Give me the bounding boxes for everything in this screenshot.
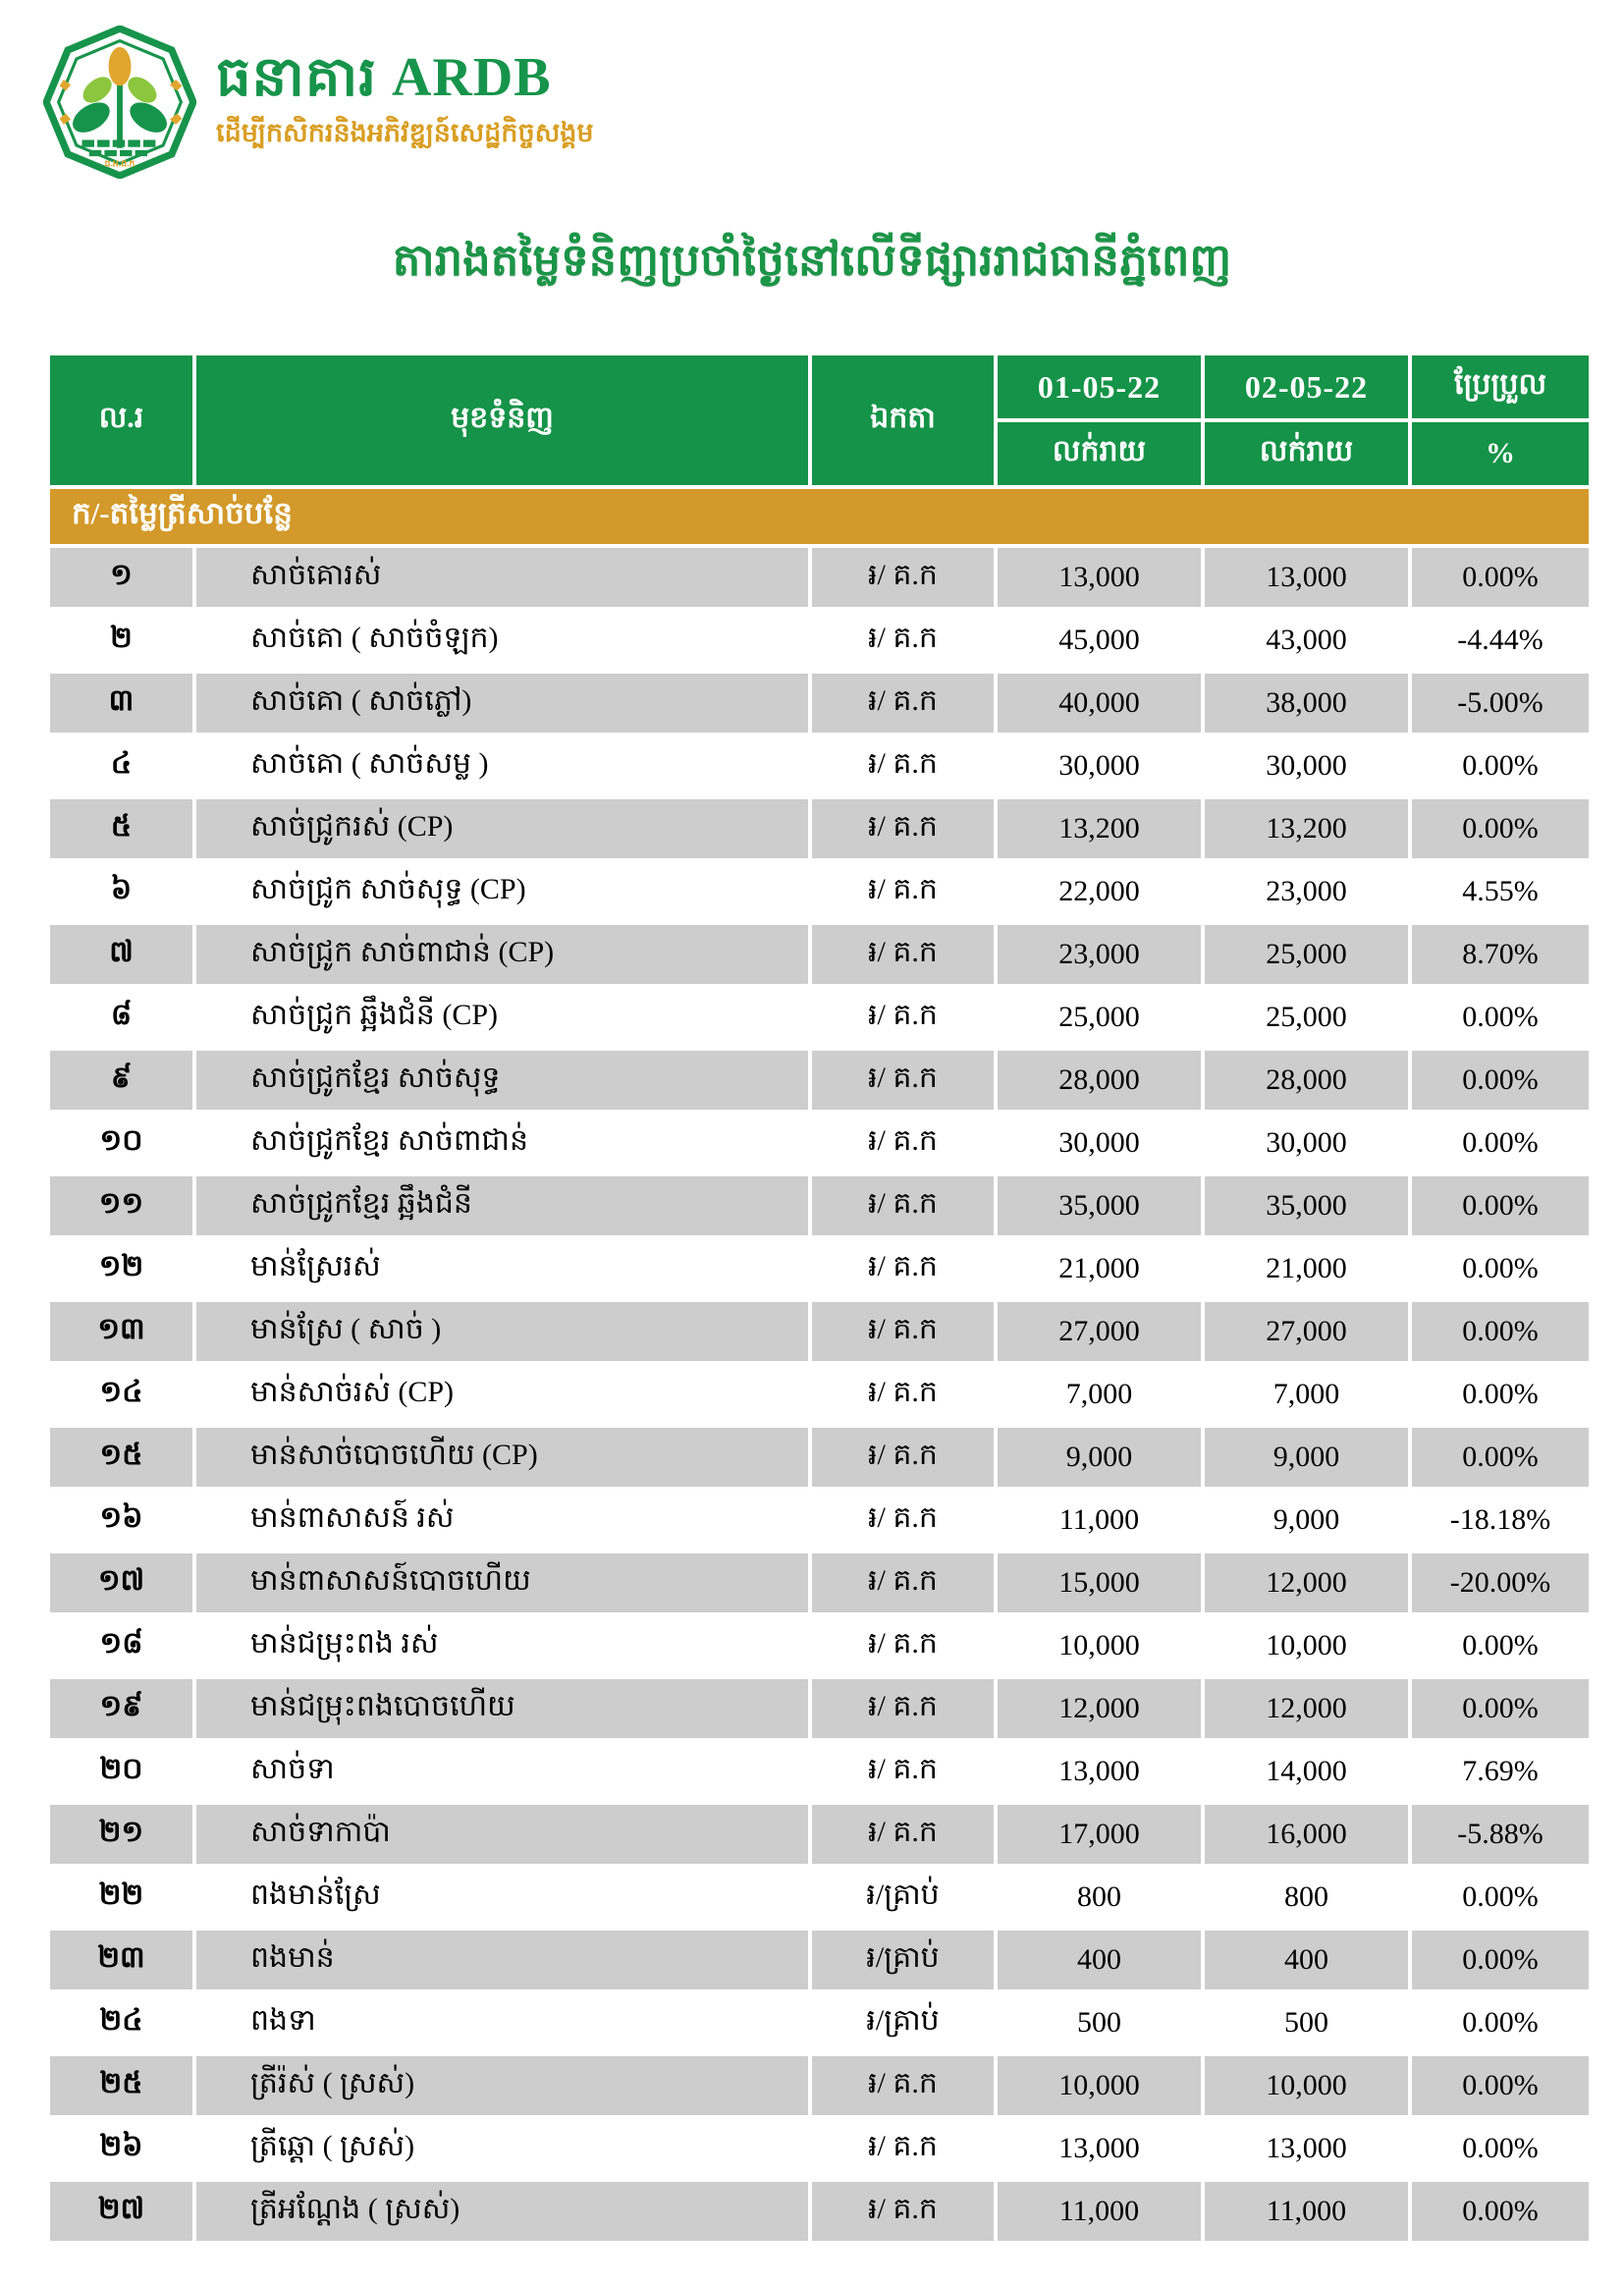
table-row	[50, 2182, 1589, 2241]
cell-change: 0.00%	[1412, 1114, 1589, 1172]
table-row	[50, 799, 1589, 858]
cell-change: 0.00%	[1412, 1868, 1589, 1927]
cell-no: ២៥	[50, 2056, 192, 2115]
table-row	[50, 988, 1589, 1047]
cell-no: ១៤	[50, 1365, 192, 1424]
cell-price2: 10,000	[1205, 1616, 1408, 1675]
cell-unit: ៛/គ្រាប់	[812, 1993, 994, 2052]
cell-item: ត្រីអណ្ដែង ( ស្រស់)	[196, 2182, 808, 2241]
cell-price2: 12,000	[1205, 1553, 1408, 1612]
table-row	[50, 611, 1589, 670]
cell-no: ៣	[50, 674, 192, 733]
cell-no: ៨	[50, 988, 192, 1047]
cell-item: មាន់ស្រែរស់	[196, 1239, 808, 1298]
col-header-no: ល.រ	[50, 355, 192, 485]
cell-change: -4.44%	[1412, 611, 1589, 670]
cell-no: ៧	[50, 925, 192, 984]
cell-price2: 11,000	[1205, 2182, 1408, 2241]
table-header	[50, 355, 1589, 544]
cell-price1: 28,000	[998, 1051, 1201, 1110]
bank-tagline: ដើម្បីកសិករនិងអភិវឌ្ឍន៍សេដ្ឋកិច្ចសង្គម	[216, 117, 594, 147]
cell-change: 0.00%	[1412, 2182, 1589, 2241]
cell-price2: 28,000	[1205, 1051, 1408, 1110]
cell-price2: 38,000	[1205, 674, 1408, 733]
cell-no: ១៣	[50, 1302, 192, 1361]
cell-item: មាន់ជម្រុះពងបោចហើយ	[196, 1679, 808, 1738]
cell-item: មាន់ជម្រុះពង រស់	[196, 1616, 808, 1675]
cell-item: មាន់សាច់រស់ (CP)	[196, 1365, 808, 1424]
cell-no: ១១	[50, 1176, 192, 1235]
cell-no: ៤	[50, 736, 192, 795]
cell-item: មាន់សាច់បោចហើយ (CP)	[196, 1428, 808, 1487]
cell-no: ១២	[50, 1239, 192, 1298]
cell-change: 0.00%	[1412, 1239, 1589, 1298]
cell-price2: 30,000	[1205, 1114, 1408, 1172]
table-row	[50, 862, 1589, 921]
cell-price1: 13,200	[998, 799, 1201, 858]
col-subheader-retail1: លក់រាយ	[998, 422, 1201, 485]
cell-price2: 9,000	[1205, 1428, 1408, 1487]
cell-change: 0.00%	[1412, 548, 1589, 607]
cell-no: ២	[50, 611, 192, 670]
cell-unit: ៛/ គ.ក	[812, 1428, 994, 1487]
cell-unit: ៛/គ្រាប់	[812, 1931, 994, 1989]
cell-price1: 27,000	[998, 1302, 1201, 1361]
cell-no: ៦	[50, 862, 192, 921]
cell-unit: ៛/ គ.ក	[812, 1239, 994, 1298]
cell-no: ១៩	[50, 1679, 192, 1738]
cell-unit: ៛/ គ.ក	[812, 799, 994, 858]
cell-unit: ៛/ គ.ក	[812, 1679, 994, 1738]
cell-no: ២៦	[50, 2119, 192, 2178]
col-header-unit: ឯកតា	[812, 355, 994, 485]
cell-item: សាច់ជ្រូកខ្មែរ សាច់ពាជាន់	[196, 1114, 808, 1172]
cell-no: ១៦	[50, 1491, 192, 1550]
cell-item: មាន់ពាសាសន៍ រស់	[196, 1491, 808, 1550]
cell-no: ២៧	[50, 2182, 192, 2241]
cell-unit: ៛/ គ.ក	[812, 925, 994, 984]
table-row	[50, 925, 1589, 984]
cell-price2: 25,000	[1205, 925, 1408, 984]
plant-icon	[68, 47, 173, 148]
cell-change: -5.00%	[1412, 674, 1589, 733]
cell-change: 0.00%	[1412, 1365, 1589, 1424]
cell-item: មាន់ស្រែ ( សាច់ )	[196, 1302, 808, 1361]
cell-item: សាច់ទា	[196, 1742, 808, 1801]
table-row	[50, 1679, 1589, 1738]
cell-no: ១	[50, 548, 192, 607]
cell-change: 0.00%	[1412, 1051, 1589, 1110]
col-header-date1: 01-05-22	[998, 355, 1201, 418]
cell-unit: ៛/គ្រាប់	[812, 1868, 994, 1927]
cell-price2: 13,000	[1205, 548, 1408, 607]
cell-change: -20.00%	[1412, 1553, 1589, 1612]
cell-price2: 23,000	[1205, 862, 1408, 921]
cell-price1: 9,000	[998, 1428, 1201, 1487]
cell-item: ពងទា	[196, 1993, 808, 2052]
cell-no: ១៨	[50, 1616, 192, 1675]
table-row	[50, 1805, 1589, 1864]
cell-unit: ៛/ គ.ក	[812, 1805, 994, 1864]
cell-change: 0.00%	[1412, 988, 1589, 1047]
bank-text-block	[216, 49, 594, 155]
col-subheader-percent: %	[1412, 422, 1589, 485]
cell-change: 4.55%	[1412, 862, 1589, 921]
cell-price1: 25,000	[998, 988, 1201, 1047]
cell-price2: 13,200	[1205, 799, 1408, 858]
cell-item: មាន់ពាសាសន៍បោចហើយ	[196, 1553, 808, 1612]
cell-price1: 30,000	[998, 1114, 1201, 1172]
cell-item: ត្រីឆ្ដោ ( ស្រស់)	[196, 2119, 808, 2178]
cell-change: 0.00%	[1412, 799, 1589, 858]
table-row	[50, 1553, 1589, 1612]
cell-price2: 21,000	[1205, 1239, 1408, 1298]
cell-unit: ៛/ គ.ក	[812, 736, 994, 795]
ardb-emblem-icon	[43, 26, 196, 179]
cell-unit: ៛/ គ.ក	[812, 1365, 994, 1424]
cell-price2: 12,000	[1205, 1679, 1408, 1738]
table-row	[50, 1239, 1589, 1298]
cell-unit: ៛/ គ.ក	[812, 2119, 994, 2178]
bank-logo	[43, 26, 594, 179]
bank-name-khmer: ធនាគារ	[216, 47, 377, 109]
cell-unit: ៛/ គ.ក	[812, 1616, 994, 1675]
table-row	[50, 548, 1589, 607]
cell-no: ៥	[50, 799, 192, 858]
cell-price1: 21,000	[998, 1239, 1201, 1298]
cell-no: ២២	[50, 1868, 192, 1927]
cell-change: 0.00%	[1412, 1428, 1589, 1487]
cell-price1: 22,000	[998, 862, 1201, 921]
cell-price1: 10,000	[998, 2056, 1201, 2115]
cell-change: 0.00%	[1412, 736, 1589, 795]
table-row	[50, 1931, 1589, 1989]
table-row	[50, 1365, 1589, 1424]
table-row	[50, 1302, 1589, 1361]
cell-no: ២០	[50, 1742, 192, 1801]
bank-name-latin: ARDB	[391, 47, 552, 109]
cell-unit: ៛/ គ.ក	[812, 2056, 994, 2115]
cell-price1: 23,000	[998, 925, 1201, 984]
cell-unit: ៛/ គ.ក	[812, 548, 994, 607]
cell-unit: ៛/ គ.ក	[812, 1742, 994, 1801]
cell-price2: 10,000	[1205, 2056, 1408, 2115]
cell-price1: 12,000	[998, 1679, 1201, 1738]
cell-price2: 9,000	[1205, 1491, 1408, 1550]
col-header-change: ប្រែប្រួល	[1412, 355, 1589, 418]
cell-price1: 500	[998, 1993, 1201, 2052]
cell-change: -5.88%	[1412, 1805, 1589, 1864]
cell-change: 7.69%	[1412, 1742, 1589, 1801]
cell-change: 0.00%	[1412, 2056, 1589, 2115]
cell-item: សាច់ជ្រូក សាច់ពាជាន់ (CP)	[196, 925, 808, 984]
table-row	[50, 1051, 1589, 1110]
cell-item: សាច់ជ្រូកខ្មែរ ឆ្អឹងជំនី	[196, 1176, 808, 1235]
cell-item: ពងមាន់	[196, 1931, 808, 1989]
cell-price1: 45,000	[998, 611, 1201, 670]
cell-price1: 800	[998, 1868, 1201, 1927]
cell-price1: 10,000	[998, 1616, 1201, 1675]
cell-item: សាច់ជ្រូក សាច់សុទ្ធ (CP)	[196, 862, 808, 921]
page-title: តារាងតម្លៃទំនិញប្រចាំថ្ងៃនៅលើទីផ្សាររាជធានីភ្នំពេញ	[392, 236, 1232, 285]
cell-item: សាច់ជ្រូកខ្មែរ សាច់សុទ្ធ	[196, 1051, 808, 1110]
table-row	[50, 1428, 1589, 1487]
cell-change: 0.00%	[1412, 1931, 1589, 1989]
cell-item: ពងមាន់ស្រែ	[196, 1868, 808, 1927]
cell-price2: 13,000	[1205, 2119, 1408, 2178]
cell-item: សាច់គោ ( សាច់ចំឡក)	[196, 611, 808, 670]
cell-unit: ៛/ គ.ក	[812, 862, 994, 921]
table-row	[50, 674, 1589, 733]
bank-name	[216, 49, 594, 107]
cell-item: សាច់ជ្រូករស់ (CP)	[196, 799, 808, 858]
cell-price1: 30,000	[998, 736, 1201, 795]
cell-price2: 7,000	[1205, 1365, 1408, 1424]
cell-unit: ៛/ គ.ក	[812, 2182, 994, 2241]
cell-price1: 13,000	[998, 548, 1201, 607]
table-row	[50, 2056, 1589, 2115]
cell-price2: 30,000	[1205, 736, 1408, 795]
cell-unit: ៛/ គ.ក	[812, 674, 994, 733]
cell-item: សាច់ទាកាប៉ា	[196, 1805, 808, 1864]
cell-change: 0.00%	[1412, 1679, 1589, 1738]
table-row	[50, 1993, 1589, 2052]
cell-unit: ៛/ គ.ក	[812, 1302, 994, 1361]
cell-no: ២៤	[50, 1993, 192, 2052]
cell-price1: 35,000	[998, 1176, 1201, 1235]
table-row	[50, 1868, 1589, 1927]
table-row	[50, 1176, 1589, 1235]
cell-price2: 43,000	[1205, 611, 1408, 670]
cell-price1: 17,000	[998, 1805, 1201, 1864]
cell-price1: 11,000	[998, 1491, 1201, 1550]
cell-no: ១៥	[50, 1428, 192, 1487]
table-row	[50, 1491, 1589, 1550]
col-header-item: មុខទំនិញ	[196, 355, 808, 485]
cell-price1: 11,000	[998, 2182, 1201, 2241]
cell-unit: ៛/ គ.ក	[812, 611, 994, 670]
cell-change: 8.70%	[1412, 925, 1589, 984]
cell-unit: ៛/ គ.ក	[812, 1491, 994, 1550]
cell-price2: 500	[1205, 1993, 1408, 2052]
cell-price2: 14,000	[1205, 1742, 1408, 1801]
cell-unit: ៛/ គ.ក	[812, 1176, 994, 1235]
col-header-date2: 02-05-22	[1205, 355, 1408, 418]
cell-no: ៩	[50, 1051, 192, 1110]
cell-price2: 16,000	[1205, 1805, 1408, 1864]
section-header: ក/-តម្លៃត្រីសាច់បន្លែ	[50, 489, 1589, 544]
cell-unit: ៛/ គ.ក	[812, 1051, 994, 1110]
cell-item: សាច់ជ្រូក ឆ្អឹងជំនី (CP)	[196, 988, 808, 1047]
cell-unit: ៛/ គ.ក	[812, 1553, 994, 1612]
table-row	[50, 2119, 1589, 2178]
cell-change: 0.00%	[1412, 2119, 1589, 2178]
table-row	[50, 736, 1589, 795]
cell-price1: 7,000	[998, 1365, 1201, 1424]
cell-change: 0.00%	[1412, 1993, 1589, 2052]
cell-item: សាច់គោ ( សាច់ភ្លៅ)	[196, 674, 808, 733]
cell-change: 0.00%	[1412, 1616, 1589, 1675]
price-table	[46, 352, 1593, 2245]
cell-price2: 400	[1205, 1931, 1408, 1989]
cell-price1: 13,000	[998, 1742, 1201, 1801]
cell-price1: 400	[998, 1931, 1201, 1989]
cell-item: សាច់គោរស់	[196, 548, 808, 607]
table-body	[50, 548, 1589, 2241]
table-row	[50, 1616, 1589, 1675]
cell-change: -18.18%	[1412, 1491, 1589, 1550]
cell-unit: ៛/ គ.ក	[812, 1114, 994, 1172]
cell-no: ២៣	[50, 1931, 192, 1989]
cell-price1: 15,000	[998, 1553, 1201, 1612]
cell-price2: 35,000	[1205, 1176, 1408, 1235]
emblem-abbreviation: ធ.អ.ជ.ក	[104, 159, 135, 170]
cell-no: ១០	[50, 1114, 192, 1172]
cell-change: 0.00%	[1412, 1302, 1589, 1361]
col-subheader-retail2: លក់រាយ	[1205, 422, 1408, 485]
cell-item: សាច់គោ ( សាច់សម្ល )	[196, 736, 808, 795]
cell-change: 0.00%	[1412, 1176, 1589, 1235]
cell-unit: ៛/ គ.ក	[812, 988, 994, 1047]
cell-price2: 27,000	[1205, 1302, 1408, 1361]
cell-no: ១៧	[50, 1553, 192, 1612]
cell-price2: 800	[1205, 1868, 1408, 1927]
cell-item: ត្រីរ៉ស់ ( ស្រស់)	[196, 2056, 808, 2115]
table-row	[50, 1114, 1589, 1172]
cell-price1: 40,000	[998, 674, 1201, 733]
cell-price1: 13,000	[998, 2119, 1201, 2178]
cell-price2: 25,000	[1205, 988, 1408, 1047]
table-row	[50, 1742, 1589, 1801]
cell-no: ២១	[50, 1805, 192, 1864]
